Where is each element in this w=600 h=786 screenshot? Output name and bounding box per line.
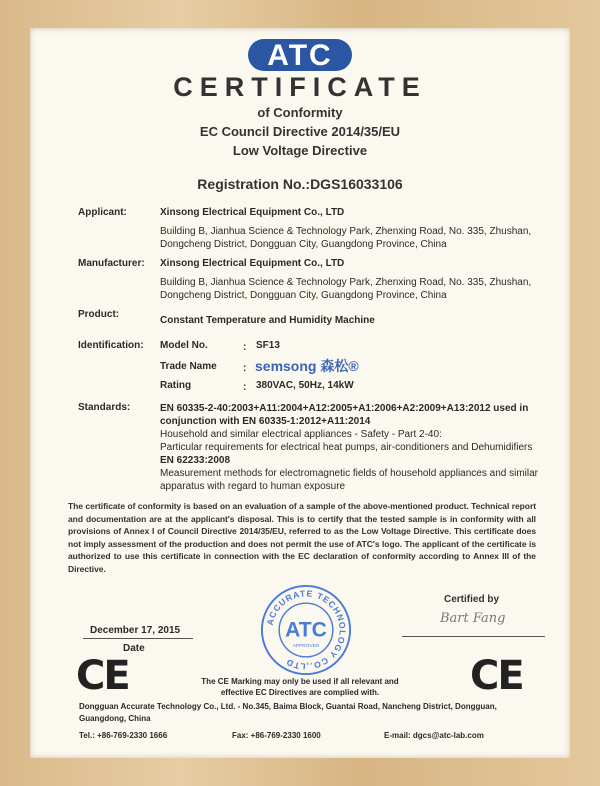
applicant-address: Building B, Jianhua Science & Technology Park, Zhenxing Road, No. 335, Zhushan, (160, 226, 532, 237)
id-key: Model No. (160, 340, 208, 351)
subtitle: of Conformity (257, 105, 343, 120)
id-key: Rating (160, 380, 192, 391)
standard-line: EN 62233:2008 (160, 455, 231, 466)
footer-tel: Tel.: +86-769-2330 1666 (79, 731, 168, 740)
footer-email: E-mail: dgcs@atc-lab.com (384, 731, 484, 740)
identification-label: Identification: (78, 340, 144, 351)
model-value: SF13 (256, 340, 280, 351)
date-label: Date (123, 643, 145, 654)
standards-label: Standards: (78, 402, 131, 413)
footer-address: Dongguan Accurate Technology Co., Ltd. - No.345, Baima Block, Guantai Road, Nancheng District, Dongguan, (79, 702, 497, 711)
colon: : (243, 363, 247, 374)
trade-name-logo: semsong 森松® (255, 358, 359, 374)
applicant-name: Xinsong Electrical Equipment Co., LTD (160, 207, 345, 218)
directive-name: Low Voltage Directive (232, 143, 368, 158)
id-key: Trade Name (160, 361, 217, 372)
standard-line: conjunction with EN 60335-1:2012+A11:2014 (160, 416, 371, 427)
standard-line: apparatus with regard to human exposure (160, 481, 346, 492)
manufacturer-address: Dongcheng District, Dongguan City, Guangdong Province, China (160, 290, 447, 301)
applicant-address: Dongcheng District, Dongguan City, Guangdong Province, China (160, 239, 447, 250)
standard-line: Household and similar electrical appliances - Safety - Part 2-40: (160, 429, 442, 440)
manufacturer-name: Xinsong Electrical Equipment Co., LTD (160, 258, 345, 269)
stamp-ring-text: ACCURATE TECHNOLOGY CO.,LTD (264, 588, 348, 672)
colon: : (243, 382, 247, 393)
certified-by-label: Certified by (444, 594, 500, 605)
manufacturer-address: Building B, Jianhua Science & Technology Park, Zhenxing Road, No. 335, Zhushan, (160, 277, 532, 288)
product-label: Product: (78, 309, 120, 320)
date-line (83, 638, 193, 639)
product-value: Constant Temperature and Humidity Machine (160, 315, 375, 326)
ce-mark-right: CE (470, 653, 523, 699)
footer-fax: Fax: +86-769-2330 1600 (232, 731, 321, 740)
ce-mark-left: CE (76, 653, 129, 699)
conformity-statement: The certificate of conformity is based on an evaluation of a sample of the above-mentioned product. Technical report and documentation are at the applicant's disposal. This is to certify that the tested sample is in conformity with all provisions of Annex I of Council Directive 2014/35/EU, referred to as the Low Voltage Directive. This certificate does not imply assessment of the production and does not permit the use of ATC's logo. The applicant of the certificate is authorized to use this certificate in connection with the EC declaration of conformity according to Annex III of the Directive. (68, 501, 536, 574)
certificate-title: CERTIFICATE (173, 72, 427, 102)
atc-approved-stamp (260, 584, 352, 676)
rating-value: 380VAC, 50Hz, 14kW (256, 380, 354, 391)
footer-address: Guangdong, China (79, 714, 151, 723)
stamp-center: ATC (285, 618, 327, 642)
signature: Bart Fang (440, 611, 506, 626)
standard-line: Measurement methods for electromagnetic fields of household appliances and similar (160, 468, 538, 479)
manufacturer-label: Manufacturer: (78, 258, 145, 269)
applicant-label: Applicant: (78, 207, 127, 218)
stamp-sub: APPROVED (292, 644, 320, 650)
colon: : (243, 342, 247, 353)
standard-line: Particular requirements for electrical heat pumps, air-conditioners and Dehumidifiers (160, 442, 533, 453)
registration-number: Registration No.:DGS16033106 (197, 176, 403, 192)
standards-list (160, 402, 538, 493)
atc-logo: ATC (248, 39, 352, 71)
signature-line (402, 636, 545, 637)
standard-line: EN 60335-2-40:2003+A11:2004+A12:2005+A1:2006+A2:2009+A13:2012 used in (160, 403, 529, 414)
directive: EC Council Directive 2014/35/EU (199, 124, 401, 139)
ce-note: The CE Marking may only be used if all relevant and (201, 677, 399, 686)
ce-note: effective EC Directives are complied with. (220, 688, 380, 697)
date-value: December 17, 2015 (90, 625, 181, 636)
